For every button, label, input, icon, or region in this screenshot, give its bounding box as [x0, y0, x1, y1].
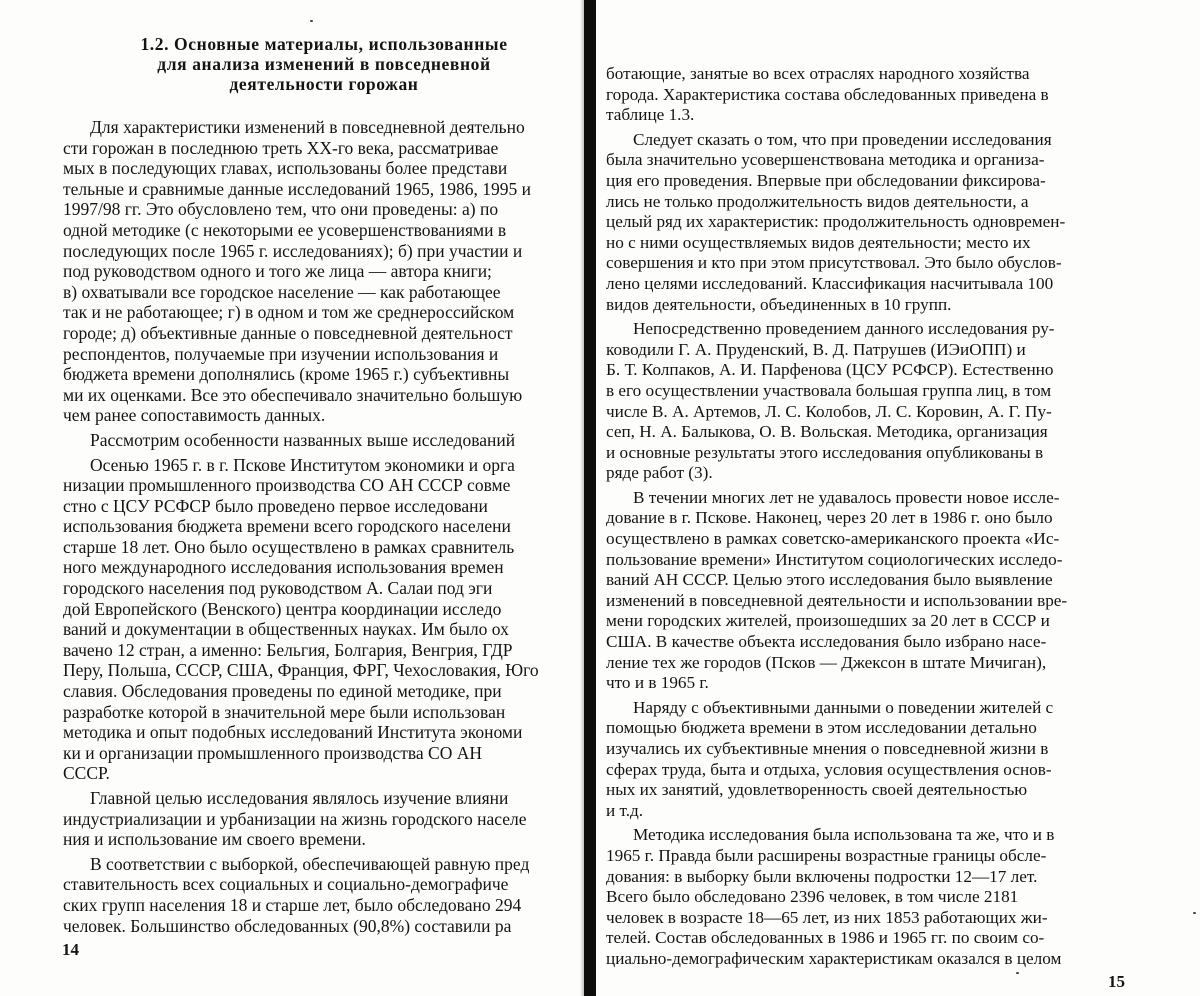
text-line: видов деятельности, объединенных в 10 групп.	[606, 294, 952, 314]
heading-line: 1.2. Основные материалы, использованные	[140, 34, 508, 54]
text-line: одной методике (с некоторыми ее усовершенствованиями в	[63, 219, 507, 240]
text-line: Следует сказать о том, что при проведении исследования	[633, 129, 1052, 149]
text-line: чем ранее сопоставимость данных.	[63, 405, 326, 426]
text-line: ных их занятий, удовлетворенность своей деятельностью	[606, 780, 1028, 800]
text-line: лено целями исследований. Классификация насчитывала 100	[606, 273, 1054, 293]
text-line: целый ряд их характеристик: продолжительность одновремен-	[606, 212, 1066, 232]
text-line: человек в возрасте 18—65 лет, из них 1853 работающих жи-	[606, 907, 1048, 927]
text-line: Методика исследования была использована та же, что и в	[633, 825, 1055, 845]
text-line: в его осуществлении участвовала большая группа лиц, в том	[606, 380, 1052, 400]
left-page	[0, 0, 586, 996]
text-line: таблице 1.3.	[606, 105, 695, 125]
section-heading	[100, 34, 548, 94]
text-line: городского населения под руководством А. Салаи под эги	[63, 578, 493, 599]
text-line: последующих после 1965 г. исследованиях); б) при участии и	[63, 240, 523, 261]
text-line: тельные и сравнимые данные исследований 1965, 1986, 1995 и	[63, 178, 532, 199]
text-line: изменений в повседневной деятельности и использовании вре-	[606, 590, 1068, 610]
text-line: что и в 1965 г.	[606, 673, 709, 693]
scan-speck	[1193, 912, 1196, 914]
text-line: респондентов, получаемые при изучении использования и	[63, 343, 499, 364]
text-line: изучались их субъективные мнения о повседневной жизни в	[606, 739, 1049, 758]
text-line: телей. Состав обследованных в 1986 и 1965 гг. по своим со-	[606, 928, 1045, 948]
text-line: но с ними осуществляемых видов деятельности; место их	[606, 232, 1031, 252]
text-line: так и не работающее; г) в одном и том же среднероссийском	[63, 302, 515, 323]
text-line: мых в последующих главах, использованы более представи	[63, 158, 508, 179]
text-line: ление тех же городов (Псков — Джексон в штате Мичиган),	[606, 652, 1047, 672]
text-line: мени городских жителей, произошедших за 20 лет в СССР и	[606, 611, 1050, 631]
heading-line: деятельности горожан	[229, 74, 419, 94]
text-line: дой Европейского (Венского) центра координации исследо	[63, 598, 502, 619]
text-line: под руководством одного и того же лица — автора книги;	[63, 261, 492, 282]
right-page	[596, 0, 1200, 996]
text-line: человек. Большинство обследованных (90,8%) составили ра	[63, 915, 512, 936]
text-line: была значительно усовершенствована методика и организа-	[606, 150, 1045, 170]
text-line: индустриализации и урбанизации на жизнь городского населе	[63, 808, 527, 829]
right-page-text	[606, 64, 1186, 970]
text-line: числе В. А. Артемов, Л. С. Колобов, Л. С. Коровин, А. Г. Пу-	[606, 401, 1052, 421]
text-line: Главной целью исследования являлось изучение влияни	[90, 788, 509, 808]
text-line: сти горожан в последнюю треть XX-го века, рассматривае	[63, 137, 499, 158]
page-number-left: 14	[62, 940, 79, 959]
text-line: В соответствии с выборкой, обеспечивающей равную пред	[90, 853, 530, 874]
book-gutter	[584, 0, 596, 996]
text-line: Перу, Польша, СССР, США, Франция, ФРГ, Чехословакия, Юго	[63, 660, 539, 681]
text-line: ботающие, занятые во всех отраслях народного хозяйства	[606, 64, 1030, 83]
text-line: В течении многих лет не удавалось провести новое иссле-	[633, 487, 1060, 507]
text-line: ция его проведения. Впервые при обследовании фиксирова-	[606, 170, 1046, 190]
text-line: методика и опыт подобных исследований Института экономи	[63, 722, 523, 743]
text-line: и т.д.	[606, 800, 644, 820]
text-line: ставительность всех социальных и социально-демографиче	[63, 874, 509, 895]
text-line: циально-демографическим характеристикам оказался в целом	[606, 948, 1062, 968]
text-line: ководили Г. А. Пруденский, В. Д. Патрушев (ИЭиОПП) и	[606, 339, 1026, 359]
text-line: ряде работ (3).	[606, 463, 713, 483]
text-line: сферах труда, быта и отдыха, условия осуществления основ-	[606, 759, 1052, 779]
text-line: ного международного исследования использования времен	[63, 557, 504, 578]
text-line: в) охватывали все городское население — как работающее	[63, 281, 501, 302]
page-number-right: 15	[1108, 972, 1125, 991]
text-line: Для характеристики изменений в повседневной деятельно	[90, 117, 525, 137]
text-line: осуществлено в рамках советско-американского проекта «Ис-	[606, 529, 1060, 549]
text-line: использования бюджета времени всего городского населени	[63, 516, 511, 537]
text-line: ния и использование им своего времени.	[63, 829, 366, 850]
text-line: пользование времени» Институтом социологических исследо-	[606, 549, 1063, 569]
text-line: дования: в выборку были включены подростки 12—17 лет.	[606, 866, 1038, 886]
text-line: ских групп населения 18 и старше лет, было обследовано 294	[63, 894, 522, 915]
text-line: СССР.	[63, 763, 110, 784]
text-line: бюджета времени дополнялись (кроме 1965 г.) субъективны	[63, 364, 510, 385]
left-page-text	[63, 117, 586, 936]
text-line: ваний АН СССР. Целью этого исследования было выявление	[606, 570, 1053, 590]
text-line: городе; д) объективные данные о повседневной деятельност	[63, 322, 513, 343]
text-line: старше 18 лет. Оно было осуществлено в рамках сравнитель	[63, 536, 515, 557]
text-line: ки и организации промышленного производства СО АН	[63, 742, 482, 763]
text-line: 1997/98 гг. Это обусловлено тем, что они проведены: а) по	[63, 199, 499, 220]
text-line: славия. Обследования проведены по единой методике, при	[63, 681, 502, 702]
scan-speck	[310, 20, 313, 22]
text-line: ми их оценками. Все это обеспечивало значительно большую	[63, 384, 523, 405]
text-line: совершения и кто при этом присутствовал. Это было обуслов-	[606, 253, 1062, 273]
text-line: дование в г. Пскове. Наконец, через 20 лет в 1986 г. оно было	[606, 508, 1053, 528]
text-line: лись не только продолжительность видов деятельности, а	[606, 191, 1029, 211]
text-line: Б. Т. Колпаков, А. И. Парфенова (ЦСУ РСФСР). Естественно	[606, 360, 1054, 380]
text-line: и основные результаты этого исследования опубликованы в	[606, 442, 1044, 462]
heading-line: для анализа изменений в повседневной	[157, 54, 491, 74]
text-line: Рассмотрим особенности названных выше исследований	[90, 429, 516, 450]
text-line: Всего было обследовано 2396 человек, в том числе 2181	[606, 887, 1019, 907]
scan-speck	[1016, 972, 1019, 974]
text-line: Осенью 1965 г. в г. Пскове Институтом экономики и орга	[90, 454, 515, 475]
text-line: Непосредственно проведением данного исследования ру-	[633, 319, 1055, 339]
text-line: вачено 12 стран, а именно: Бельгия, Болгария, Венгрия, ГДР	[63, 639, 513, 660]
text-line: сеп, Н. А. Балыкова, О. В. Вольская. Методика, организация	[606, 422, 1048, 442]
text-line: ваний и документации в общественных науках. Им было ох	[63, 619, 509, 640]
text-line: разработке которой в значительной мере были использован	[63, 701, 506, 722]
text-line: помощью бюджета времени в этом исследовании детально	[606, 718, 1037, 738]
text-line: 1965 г. Правда были расширены возрастные границы обсле-	[606, 845, 1047, 865]
text-line: Наряду с объективными данными о поведении жителей с	[633, 697, 1054, 717]
text-line: стно с ЦСУ РСФСР было проведено первое исследовани	[63, 495, 488, 516]
text-line: города. Характеристика состава обследованных приведена в	[606, 84, 1049, 104]
text-line: низации промышленного производства СО АН СССР совме	[63, 475, 511, 496]
text-line: США. В качестве объекта исследования было избрано насе-	[606, 632, 1047, 652]
